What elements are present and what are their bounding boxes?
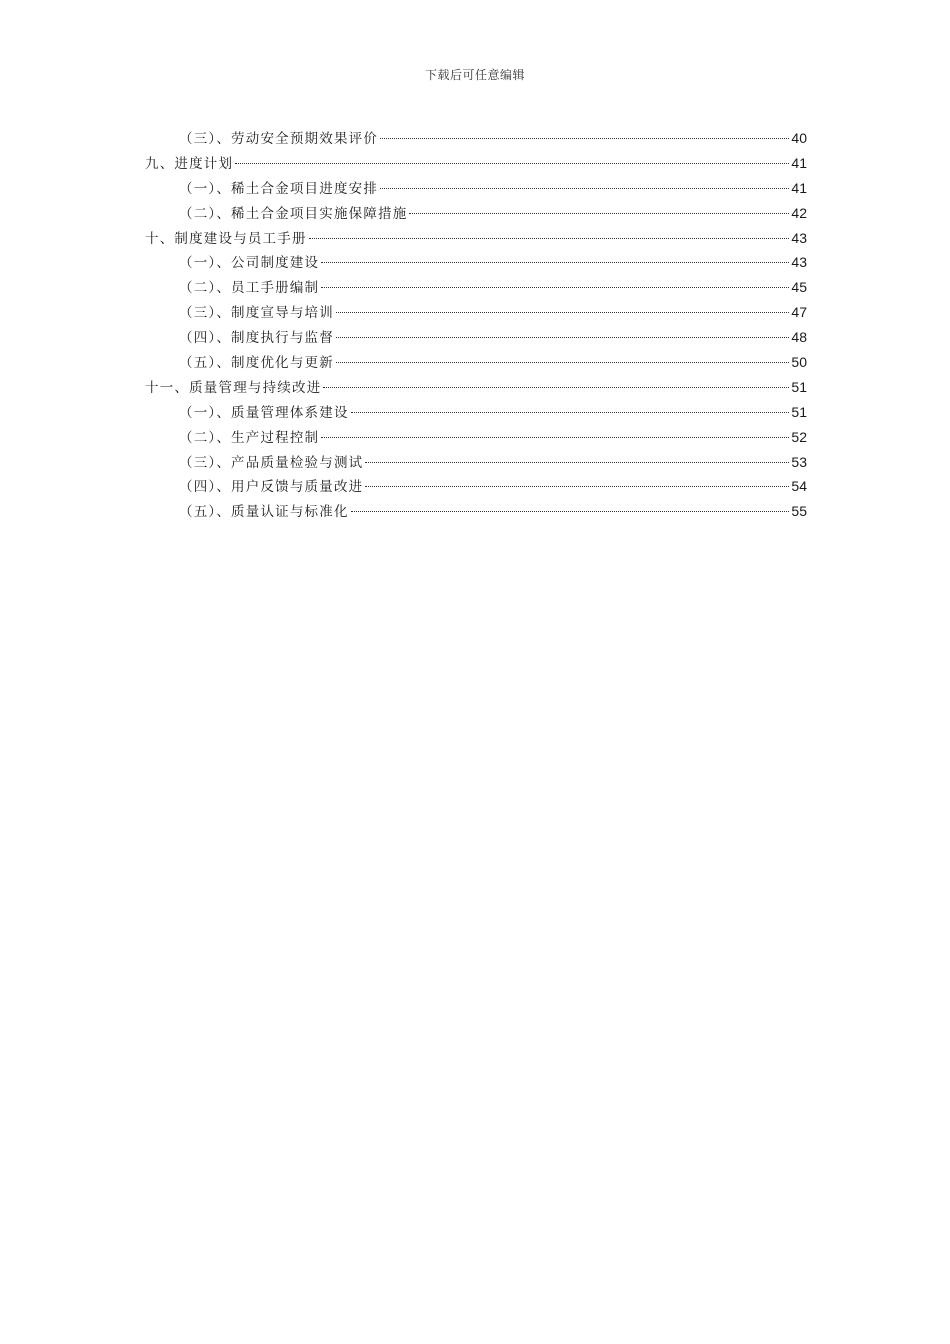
toc-entry-page: 55 xyxy=(791,503,807,520)
toc-entry-label: （二）、稀土合金项目实施保障措施 xyxy=(179,205,408,222)
toc-entry-page: 43 xyxy=(791,254,807,271)
toc-entry-label: （三）、产品质量检验与测试 xyxy=(179,454,364,471)
toc-entry-page: 41 xyxy=(791,154,807,171)
toc-entry-page: 45 xyxy=(791,279,807,296)
toc-dot-leader xyxy=(351,412,790,413)
toc-entry-label: （四）、用户反馈与质量改进 xyxy=(179,479,364,496)
toc-entry-page: 42 xyxy=(791,204,807,221)
table-of-contents xyxy=(145,126,807,524)
toc-entry[interactable] xyxy=(145,300,807,325)
toc-entry-label: （五）、质量认证与标准化 xyxy=(179,504,349,521)
toc-dot-leader xyxy=(321,262,789,263)
toc-entry-page: 53 xyxy=(791,453,807,470)
toc-entry-page: 54 xyxy=(791,478,807,495)
toc-entry-label: （二）、生产过程控制 xyxy=(179,429,320,446)
toc-dot-leader xyxy=(336,337,789,338)
toc-entry-page: 50 xyxy=(791,354,807,371)
toc-dot-leader xyxy=(323,387,789,388)
toc-entry[interactable] xyxy=(145,350,807,375)
toc-entry-page: 48 xyxy=(791,329,807,346)
toc-entry[interactable] xyxy=(145,325,807,350)
toc-entry-label: 十、制度建设与员工手册 xyxy=(145,230,307,247)
toc-entry-label: （五）、制度优化与更新 xyxy=(179,355,334,372)
toc-entry-label: （一）、稀土合金项目进度安排 xyxy=(179,180,379,197)
toc-entry-label: （一）、质量管理体系建设 xyxy=(179,404,349,421)
toc-entry-page: 51 xyxy=(791,403,807,420)
toc-entry-label: （一）、公司制度建设 xyxy=(179,255,320,272)
toc-entry[interactable] xyxy=(145,450,807,475)
toc-entry-label: 十一、质量管理与持续改进 xyxy=(145,379,322,396)
toc-dot-leader xyxy=(380,188,789,189)
toc-dot-leader xyxy=(336,362,789,363)
toc-entry-page: 41 xyxy=(791,179,807,196)
toc-entry-page: 51 xyxy=(791,378,807,395)
toc-entry[interactable] xyxy=(145,499,807,524)
toc-dot-leader xyxy=(380,138,789,139)
toc-entry-label: （三）、劳动安全预期效果评价 xyxy=(179,131,379,147)
toc-entry[interactable] xyxy=(145,425,807,450)
toc-entry[interactable] xyxy=(145,201,807,226)
toc-dot-leader xyxy=(336,312,789,313)
toc-dot-leader xyxy=(321,437,789,438)
toc-dot-leader xyxy=(309,238,790,239)
toc-entry[interactable] xyxy=(145,151,807,176)
toc-entry[interactable] xyxy=(145,176,807,201)
toc-entry-label: （四）、制度执行与监督 xyxy=(179,330,334,347)
toc-dot-leader xyxy=(351,511,790,512)
toc-dot-leader xyxy=(409,213,789,214)
toc-entry[interactable] xyxy=(145,250,807,275)
toc-entry[interactable] xyxy=(145,226,807,251)
toc-entry-page: 47 xyxy=(791,304,807,321)
toc-entry[interactable] xyxy=(145,275,807,300)
toc-entry-page: 40 xyxy=(791,130,807,146)
toc-entry-label: （三）、制度宣导与培训 xyxy=(179,305,334,322)
toc-entry-page: 43 xyxy=(791,229,807,246)
toc-dot-leader xyxy=(235,163,789,164)
toc-entry-page: 52 xyxy=(791,428,807,445)
toc-entry[interactable] xyxy=(145,375,807,400)
toc-dot-leader xyxy=(321,287,789,288)
page-header: 下载后可任意编辑 xyxy=(424,68,525,82)
toc-entry[interactable] xyxy=(145,126,807,151)
toc-dot-leader xyxy=(365,462,789,463)
toc-entry-label: 九、进度计划 xyxy=(145,155,234,172)
toc-entry[interactable] xyxy=(145,400,807,425)
toc-dot-leader xyxy=(365,486,789,487)
toc-entry[interactable] xyxy=(145,474,807,499)
toc-entry-label: （二）、员工手册编制 xyxy=(179,280,320,297)
